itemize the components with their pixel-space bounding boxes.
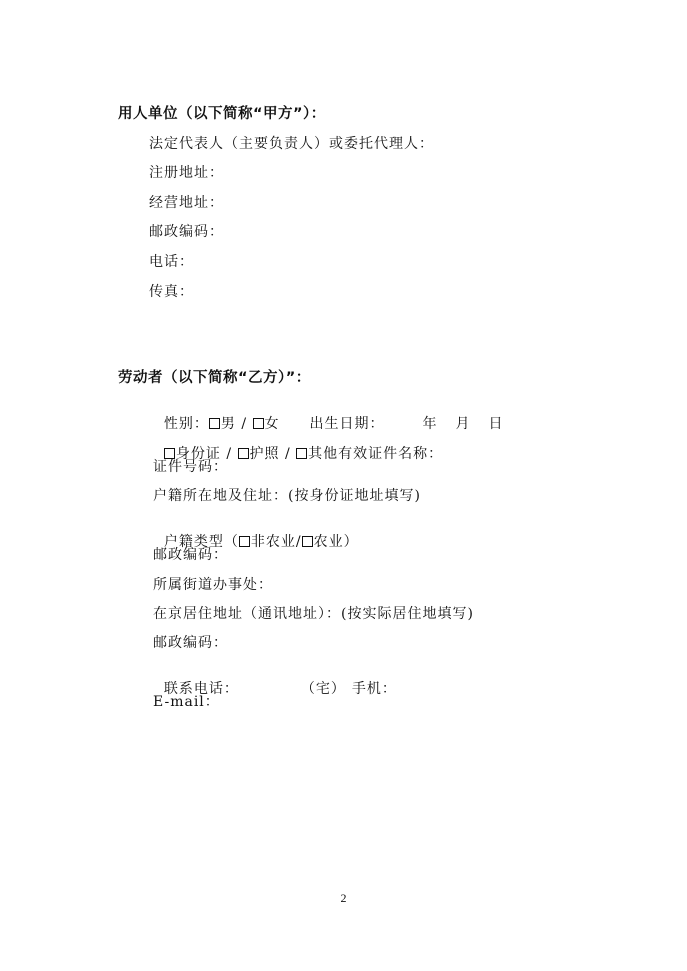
household-address-field: 户籍所在地及住址：(按身份证地址填写)	[153, 488, 421, 504]
page-number: 2	[340, 891, 347, 905]
female-label: 女	[264, 416, 280, 432]
gender-birth-row	[153, 400, 504, 432]
other-id-checkbox[interactable]	[296, 448, 307, 459]
id-type-separator-1: /	[226, 446, 233, 462]
agricultural-checkbox[interactable]	[302, 536, 313, 547]
employer-heading: 用人单位（以下简称“甲方”）：	[118, 106, 326, 122]
street-office-field: 所属街道办事处：	[153, 577, 273, 593]
non-agricultural-label: 非农业/	[250, 534, 302, 550]
contact-phone-label: 联系电话：	[163, 681, 239, 697]
worker-postal-code-field-2: 邮政编码：	[153, 635, 228, 651]
male-checkbox[interactable]	[209, 418, 220, 429]
employer-fax-field: 传真：	[149, 284, 194, 300]
other-id-label: 其他有效证件名称：	[308, 446, 444, 462]
id-number-field: 证件号码：	[153, 459, 228, 475]
day-label: 日	[488, 416, 504, 432]
non-agricultural-checkbox[interactable]	[239, 536, 250, 547]
female-checkbox[interactable]	[253, 418, 264, 429]
passport-label: 护照	[249, 446, 280, 462]
worker-heading: 劳动者（以下简称“乙方）”：	[118, 370, 311, 386]
household-type-row	[153, 518, 359, 550]
id-type-row	[153, 430, 443, 462]
legal-representative-field: 法定代表人（主要负责人）或委托代理人：	[149, 136, 434, 152]
id-card-label: 身份证	[175, 446, 221, 462]
id-type-separator-2: /	[284, 446, 291, 462]
home-phone-label: （宅）	[300, 681, 346, 697]
beijing-address-field: 在京居住地址（通讯地址）：(按实际居住地填写)	[153, 606, 474, 622]
month-label: 月	[455, 416, 471, 432]
id-card-checkbox[interactable]	[164, 448, 175, 459]
agricultural-label: 农业）	[313, 534, 359, 550]
year-label: 年	[422, 416, 438, 432]
male-label: 男	[220, 416, 236, 432]
gender-separator: /	[241, 416, 248, 432]
gender-label: 性别：	[163, 416, 209, 432]
mobile-label: 手机：	[351, 681, 397, 697]
employer-phone-field: 电话：	[149, 254, 194, 270]
birth-date-label: 出生日期：	[309, 416, 385, 432]
business-address-field: 经营地址：	[149, 195, 224, 211]
contact-phone-row	[153, 665, 397, 697]
worker-postal-code-field-1: 邮政编码：	[153, 547, 228, 563]
email-field: E-mail：	[153, 694, 220, 710]
registered-address-field: 注册地址：	[149, 165, 224, 181]
passport-checkbox[interactable]	[238, 448, 249, 459]
household-type-label: 户籍类型（	[163, 534, 239, 550]
employer-postal-code-field: 邮政编码：	[149, 224, 224, 240]
